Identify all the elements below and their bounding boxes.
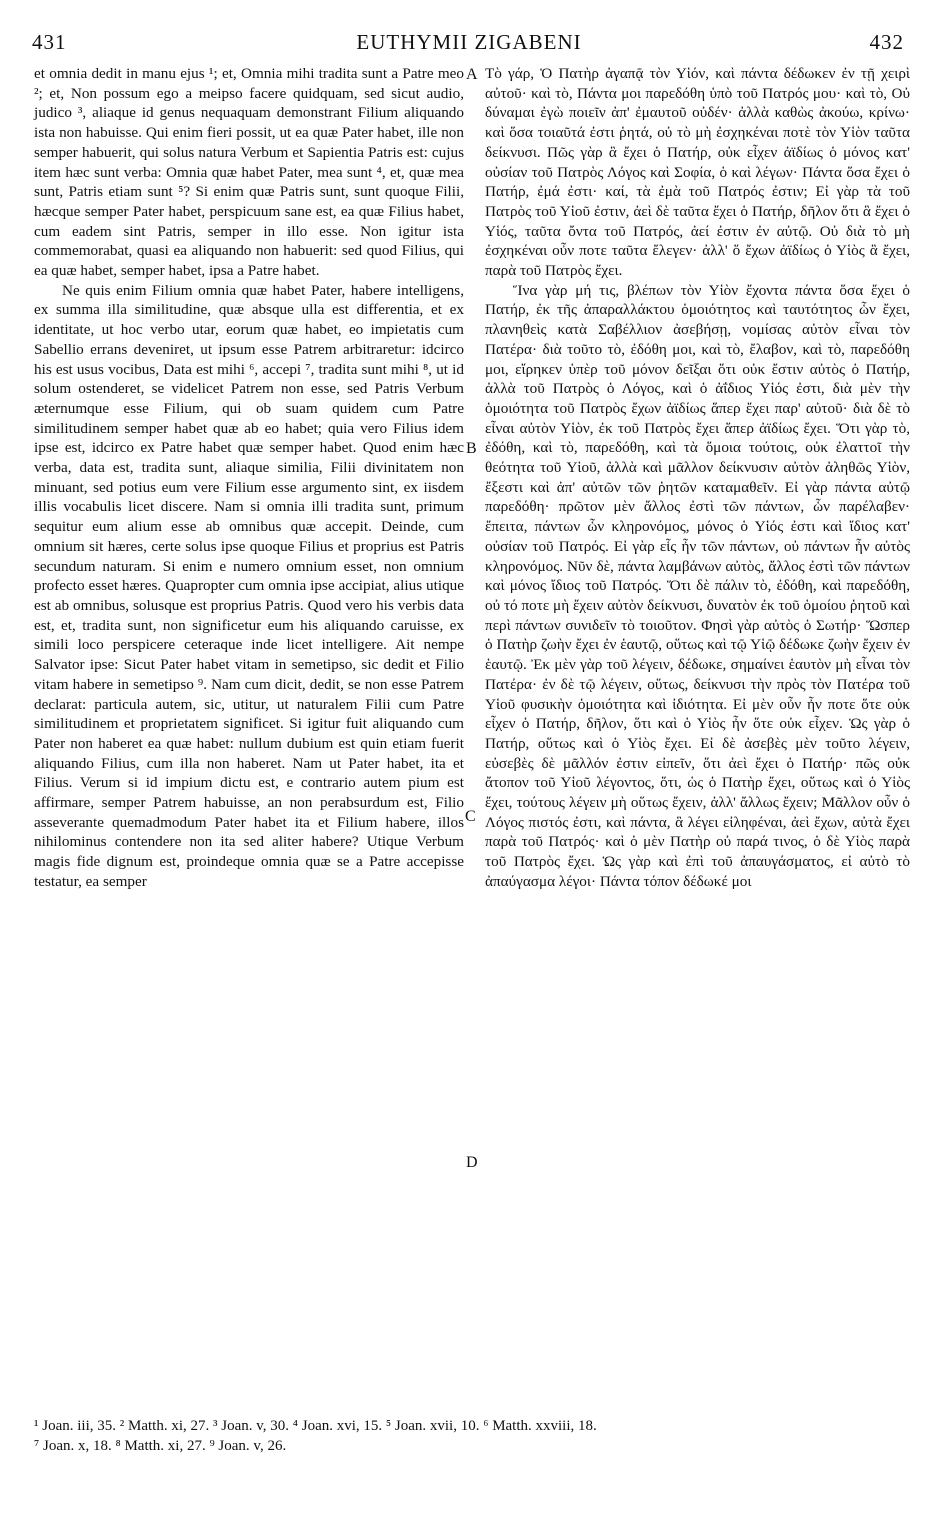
- footnotes-line-1: ¹ Joan. iii, 35. ² Matth. xi, 27. ³ Joan. v, 30. ⁴ Joan. xvi, 15. ⁵ Joan. xvii, 10. ⁶ Matth. xxviii, 18.: [34, 1418, 597, 1434]
- greek-paragraph-1: Τὸ γάρ, Ὁ Πατὴρ ἀγαπᾷ τὸν Υἱόν, καὶ πάντα δέδωκεν ἐν τῇ χειρὶ αὐτοῦ· καὶ τὸ, Πάντα μοι παρεδόθη ὑπὸ τοῦ Πατρός μου· καὶ τὸ, Οὐ δύναμαι ἐγὼ ποιεῖν ἀπ' ἐμαυτοῦ οὐδέν· ἀλλὰ καθὼς ἀκούω, κρίνω· καὶ ὅσα τοιαῦτά ἐστι ῥητά, οὐ τὸ μὴ ἐσχηκέναι ποτὲ τὸν Υἱὸν ταῦτα δείκνυσι. Πῶς γὰρ ἃ ἔχει ὁ Πατήρ, οὐκ εἶχεν ἀϊδίως ὁ μόνος κατ' οὐσίαν τοῦ Πατρὸς Λόγος καὶ Σοφία, ὁ καὶ λέγων· Πάντα ὅσα ἔχει ὁ Πατήρ, ἐμά ἐστι· καί, τὰ ἐμὰ τοῦ Πατρός ἐστιν; Εἰ γὰρ τὰ τοῦ Πατρὸς τοῦ Υἱοῦ ἐστιν, ἀεὶ δὲ ταῦτα ἔχει ὁ Πατήρ, δῆλον ὅτι ἃ ἔχει ὁ Υἱός, ταῦτα ὄντα τοῦ Πατρός, ἀεί ἐστιν ἐν αὐτῷ. Οὐ διὰ τὸ μὴ ἐσχηκέναι οὖν ποτε ταῦτα ἔλεγεν· ἀλλ' ὅ ἔχων ἀϊδίως ὁ Υἱὸς ἃ ἔχει, παρὰ τοῦ Πατρὸς ἔχει.: [485, 65, 910, 280]
- section-marker-b: B: [466, 440, 477, 457]
- running-title: EUTHYMII ZIGABENI: [356, 30, 582, 54]
- left-page-number: 431: [32, 30, 67, 54]
- section-marker-a: A: [466, 66, 478, 83]
- section-marker-d: D: [466, 1154, 478, 1171]
- latin-column: [34, 64, 464, 892]
- greek-column: [485, 64, 910, 892]
- latin-paragraph-1: et omnia dedit in manu ejus ¹; et, Omnia mihi tradita sunt a Patre meo ²; et, Non possum ego a meipso facere quidquam, sed sicut audio, judico ³, aliaque id genus nequaquam demonstrant Filium aliquando ista non habuisse. Qui enim fieri possit, ut ea quæ Pater habet, ille non semper habuerit, qui solus natura Verbum et Sapientia Patris est: cujus item hæc sunt verba: Omnia quæ habet Pater, mea sunt ⁴, et, quæ mea sunt, Patris etiam sunt ⁵? Si enim quæ Patris sunt, sunt quoque Filii, hæcque semper Pater habet, perspicuum sane est, ea quæ Filius habet, cum eadem sint Patris, semper in illo esse. Non igitur ista commemorabat, quasi ea aliquando non habuerit: sed quod Filius, qui ea quæ habet, semper habet, ipsa a Patre habet.: [34, 65, 464, 280]
- right-page-number: 432: [869, 30, 904, 54]
- footnotes-line-2: ⁷ Joan. x, 18. ⁸ Matth. xi, 27. ⁹ Joan. v, 26.: [34, 1438, 287, 1454]
- latin-paragraph-2: Ne quis enim Filium omnia quæ habet Pater, habere intelligens, ex summa illa similitudine, quæ absque ulla est differentia, et ex identitate, ut hoc verbo utar, eorum quæ habet, eo impietatis cum Sabellio errans deveniret, ut ipsum esse Patrem arbitraretur: idcirco his est usus vocibus, Data est mihi ⁶, accepi ⁷, tradita sunt mihi ⁸, ut id solum ostenderet, se videlicet Patrem non esse, sed Patris Verbum æternumque esse Filium, qui ob suam quidem cum Patre similitudinem semper habet quæ ab eo habet; quia vero Filius idem ipse est, idcirco ex Patre habet quæ semper habet. Quod enim hæc verba, data est, tradita sunt, aliaque similia, Filii divinitatem non minuant, sed potius eum vere Filium esse argumento sint, ex iisdem illis vocabulis licet discere. Nam si omnia illi tradita sunt, primum sequitur eum alium esse ab omnibus quæ accepit. Deinde, cum omnium sit hæres, certe solus ipse quoque Filius et proprius est Patris secundum naturam. Si enim e numero omnium esset, non omnium profecto esset hæres. Quapropter cum omnia ipse accipiat, alius utique est ab omnibus, solusque est proprius Patris. Quod vero his verbis data est, et, tradita sunt, non significetur eum his aliquando caruisse, ex simili loco perspicere ceteraque inde licet intelligere. Ait nempe Salvator ipse: Sicut Pater habet vitam in semetipso, sic dedit et Filio vitam habere in semetipso ⁹. Nam cum dicit, dedit, se non esse Patrem declarat: particula autem, sic, utitur, ut naturalem Filii cum Patre similitudinem et proprietatem significet. Si igitur fuit aliquando cum Pater non haberet ea quæ habet: nullum dubium est quin etiam fuerit aliquando Filius, cum illa non haberet. Nam ut Pater habet, ita et Filius. Verum si id impium dictu est, e contrario autem pium est affirmare, semper Patrem habuisse, an non perabsurdum est, Filio asseverante quemadmodum Pater habet ita et Filium habere, illos nihilominus contendere non ita sed aliter habere? Utique Verbum magis fide dignum est, proindeque omnia quæ se a Patre accepisse testatur, ea semper: [34, 281, 464, 890]
- section-marker-c: C: [465, 808, 476, 825]
- greek-paragraph-2: Ἵνα γὰρ μή τις, βλέπων τὸν Υἱὸν ἔχοντα πάντα ὅσα ἔχει ὁ Πατήρ, ἐκ τῆς ἀπαραλλάκτου ὁμοιότητος καὶ ταυτότητος ὧν ἔχει, πλανηθεὶς κατὰ Σαβέλλιον ἀσεβήσῃ, νομίσας αὐτὸν εἶναι τὸν Πατέρα· διὰ τοῦτο τὸ, ἐδόθη μοι, καὶ τὸ, ἔλαβον, καὶ τὸ, παρεδόθη μοι, εἴρηκεν ὑπὲρ τοῦ μόνον δεῖξαι ὅτι οὐκ ἔστιν αὐτὸς ὁ Πατήρ, ἀλλὰ τοῦ Πατρὸς ὁ Λόγος, καὶ ὁ ἀΐδιος Υἱός ἐστι, διὰ μὲν τὴν ὁμοιότητα τοῦ Πατρὸς ἔχων ἀϊδίως ἅπερ ἔχει παρ' αὐτοῦ· διὰ δὲ τὸ εἶναι αὐτὸν Υἱὸν, ἐκ τοῦ Πατρὸς ἔχει ἅπερ ἀϊδίως ἔχει. Ὅτι γὰρ τὸ, ἐδόθη, καὶ τὸ, παρεδόθη, καὶ τὰ ὅμοια τούτοις, οὐκ ἐλαττοῖ τὴν θεότητα τοῦ Υἱοῦ, ἀλλὰ καὶ μᾶλλον δείκνυσιν αὐτὸν ἀληθῶς Υἱὸν, ἔξεστι καὶ ἀπ' αὐτῶν τῶν ῥητῶν καταμαθεῖν. Εἰ γὰρ πάντα αὐτῷ παρεδόθη· πρῶτον μὲν ἄλλος ἐστὶ τῶν πάντων, ὧν παρέλαβεν· ἔπειτα, πάντων ὧν κληρονόμος, μόνος ὁ Υἱός ἐστι καὶ ἴδιος κατ' οὐσίαν τοῦ Πατρός. Εἰ γὰρ εἷς ἦν τῶν πάντων, οὐ πάντων ἦν αὐτὸς κληρονόμος. Νῦν δὲ, πάντα λαμβάνων αὐτὸς, ἄλλος ἐστὶ τῶν πάντων καὶ μόνος ἴδιος τοῦ Πατρός. Ὅτι δὲ πάλιν τὸ, ἐδόθη, καὶ παρεδόθη, οὐ τό ποτε μὴ ἔχειν αὐτὸν δείκνυσι, δυνατὸν ἐκ τοῦ ὁμοίου ῥητοῦ καὶ περὶ πάντων συνιδεῖν τὸ τοιοῦτον. Φησὶ γὰρ αὐτὸς ὁ Σωτήρ· Ὥσπερ ὁ Πατὴρ ζωὴν ἔχει ἐν ἑαυτῷ, οὕτως καὶ τῷ Υἱῷ δέδωκε ζωὴν ἔχειν ἐν ἑαυτῷ. Ἐκ μὲν γὰρ τοῦ λέγειν, δέδωκε, σημαίνει ἑαυτὸν μὴ εἶναι τὸν Πατέρα· ἐν δὲ τῷ λέγειν, οὕτως, δείκνυσι τὴν πρὸς τὸν Πατέρα τοῦ Υἱοῦ φυσικὴν ὁμοιότητα καὶ ἰδιότητα. Εἰ μὲν οὖν ἦν ποτε ὅτε οὐκ εἶχεν ὁ Πατήρ, δῆλον, ὅτι καὶ ὁ Υἱὸς ἦν ὅτε οὐκ εἶχεν. Ὡς γὰρ ὁ Πατήρ, οὕτως καὶ ὁ Υἱὸς ἔχει. Εἰ δὲ ἀσεβὲς μὲν τοῦτο λέγειν, εὐσεβὲς δὲ μᾶλλόν ἐστιν εἰπεῖν, ὅτι ἀεὶ ἔχει ὁ Πατήρ· πῶς οὐκ ἄτοπον τοῦ Υἱοῦ λέγοντος, ὅτι, ὡς ὁ Πατὴρ ἔχει, οὕτως καὶ ὁ Υἱὸς ἔχει, τούτους λέγειν μὴ οὕτως ἔχειν, ἀλλ' ἄλλως ἔχειν; Μᾶλλον οὖν ὁ Λόγος πιστός ἐστι, καὶ πάντα, ἃ λέγει εἰληφέναι, ἀεὶ ἔχων, αὐτὰ ἔχει παρὰ τοῦ Πατρός· καὶ ὁ μὲν Πατὴρ οὐ παρά τινος, ὁ δὲ Υἱὸς παρὰ τοῦ Πατρὸς ἔχει. Ὡς γὰρ καὶ ἐπὶ τοῦ ἀπαυγάσματος, εἰ αὐτὸ τὸ ἀπαύγασμα λέγοι· Πάντα τόπον δέδωκέ μοι: [485, 281, 910, 890]
